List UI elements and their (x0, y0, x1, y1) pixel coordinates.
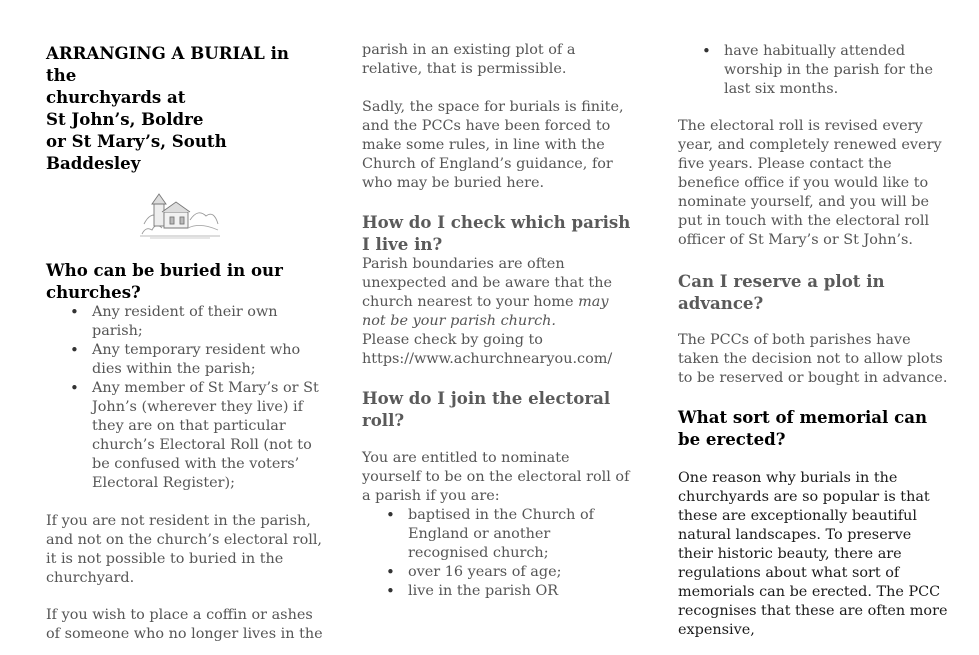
list-item: • live in the parish OR (362, 582, 632, 601)
reserve-paragraph: The PCCs of both parishes have taken the decision not to allow plots to be reserved or bought in advance. (678, 332, 948, 386)
memorial-heading: What sort of memorial can be erected? (678, 407, 928, 449)
page-title (46, 42, 324, 174)
attended-list (678, 42, 950, 99)
column-1 (46, 0, 324, 644)
who-list (46, 303, 324, 493)
revised-paragraph: The electoral roll is revised every year, and completely renewed every five years. Please contact the benefice office if you would like to nominate yourself, and you will be put in touch with the electoral roll officer of St Mary’s or St John’s. (678, 118, 942, 248)
title-line-2: churchyards at (46, 87, 186, 107)
check-text: Parish boundaries are often unexpected and be aware that the church nearest to your home (362, 256, 612, 310)
join-roll-heading: How do I join the electoral roll? (362, 388, 611, 430)
join-roll-paragraph: You are entitled to nominate yourself to be on the electoral roll of a parish if you are: (362, 450, 630, 504)
check-parish-heading: How do I check which parish I live in? (362, 212, 631, 254)
list-item: • Any temporary resident who dies within the parish; (46, 341, 324, 379)
who-heading: Who can be buried in our churches? (46, 260, 283, 302)
space-paragraph: Sadly, the space for burials is finite, and the PCCs have been forced to make some rules, in line with the Church of England’s guidance, for who may be buried here. (362, 99, 624, 191)
memorial-paragraph: One reason why burials in the churchyards are so popular is that these are exceptionally beautiful natural landscapes. To preserve their historic beauty, there are regulations about what sort of memorials can be erected. The PCC recognises that these are often more expensive, (678, 470, 948, 638)
list-item: • have habitually attended worship in the parish for the last six months. (678, 42, 950, 99)
list-item: • Any resident of their own parish; (46, 303, 324, 341)
column-2 (362, 0, 632, 601)
title-line-4: or St Mary’s, South Baddesley (46, 131, 227, 173)
join-list (362, 506, 632, 601)
reserve-heading: Can I reserve a plot in advance? (678, 271, 885, 313)
column-3 (678, 0, 950, 640)
coffin-paragraph: If you wish to place a coffin or ashes of someone who no longer lives in the (46, 607, 323, 642)
check-emphasis: may not be your parish church. (362, 294, 609, 329)
check-link-text: Please check by going to https://www.achurchnearyou.com/ (362, 332, 613, 367)
check-parish-paragraph (362, 255, 632, 369)
list-item: • baptised in the Church of England or another recognised church; (362, 506, 632, 563)
title-line-1: ARRANGING A BURIAL in the (46, 43, 289, 85)
list-item: • over 16 years of age; (362, 563, 632, 582)
not-resident-paragraph: If you are not resident in the parish, and not on the church’s electoral roll, it is not possible to buried in the churchyard. (46, 513, 323, 586)
title-line-3: St John’s, Boldre (46, 109, 204, 129)
church-illustration (140, 190, 222, 242)
list-item: • Any member of St Mary’s or St John’s (wherever they live) if they are on that particular church’s Electoral Roll (not to be confused with the voters’ Electoral Register); (46, 379, 324, 493)
continued-paragraph: parish in an existing plot of a relative, that is permissible. (362, 42, 576, 77)
